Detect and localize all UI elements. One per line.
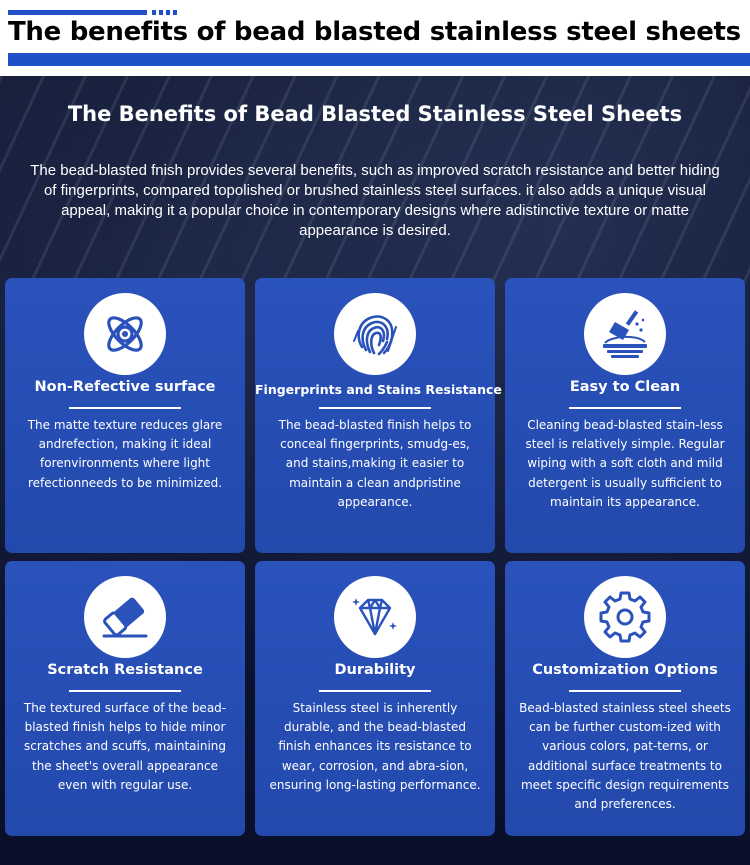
hero-section — [0, 76, 750, 865]
card-divider — [69, 690, 181, 692]
card-title: Customization Options — [532, 662, 718, 678]
card-title: Non-Refective surface — [34, 379, 216, 395]
card-easy-to-clean — [505, 278, 745, 553]
card-title: Durability — [334, 662, 416, 678]
hero-description: The bead-blasted fnish provides several benefits, such as improved scratch resistance and better hiding of fingerprints, compared topolished or brushed stainless steel surfaces. it also adds a unique visual appeal, making it a popular choice in contemporary designs where adistinctive texture or matte appearance is desired. — [30, 162, 720, 239]
gear-icon — [584, 576, 666, 658]
card-title: Easy to Clean — [569, 379, 681, 395]
card-divider — [69, 407, 181, 409]
card-fingerprint-resistance — [255, 278, 502, 553]
card-divider — [569, 690, 681, 692]
fingerprint-icon — [334, 293, 416, 375]
header — [0, 0, 750, 76]
card-text: Stainless steel is inherently durable, and the bead-blasted finish enhances its resistance to wear, corrosion, and abra-sion, ensuring long-lasting performance. — [269, 701, 481, 792]
card-divider — [319, 407, 431, 409]
card-durability — [255, 561, 495, 836]
card-divider — [569, 407, 681, 409]
header-underline-bar — [8, 53, 750, 66]
atom-icon — [84, 293, 166, 375]
card-title: Fingerprints and Stains Resistance — [255, 382, 502, 397]
page-title: The benefits of bead blasted stainless steel sheets — [8, 17, 741, 47]
cleaning-icon — [584, 293, 666, 375]
header-accent-dots — [152, 10, 177, 15]
card-customization — [505, 561, 745, 836]
header-accent-bar — [8, 10, 147, 15]
card-text: Bead-blasted stainless steel sheets can be further custom-ized with various colors, pat-terns, or additional surface treatments to meet specific design requirements and preferences. — [519, 701, 731, 812]
card-title: Scratch Resistance — [47, 662, 203, 678]
eraser-icon — [84, 576, 166, 658]
card-text: Cleaning bead-blasted stain-less steel is relatively simple. Regular wiping with a soft cloth and mild detergent is usually sufficient to maintain its appearance. — [525, 418, 725, 509]
card-text: The textured surface of the bead-blasted finish helps to hide minor scratches and scuffs, maintaining the sheet's overall appearance even with regular use. — [23, 701, 227, 792]
card-text: The matte texture reduces glare andrefection, making it ideal forenvironments where light refectionneeds to be minimized. — [27, 418, 223, 490]
card-non-reflective — [5, 278, 245, 553]
card-scratch-resistance — [5, 561, 245, 836]
hero-title: The Benefits of Bead Blasted Stainless Steel Sheets — [67, 102, 683, 126]
diamond-icon — [334, 576, 416, 658]
card-text: The bead-blasted finish helps to conceal fingerprints, smudg-es, and stains,making it easier to maintain a clean andpristine appearance. — [278, 418, 472, 509]
card-divider — [319, 690, 431, 692]
